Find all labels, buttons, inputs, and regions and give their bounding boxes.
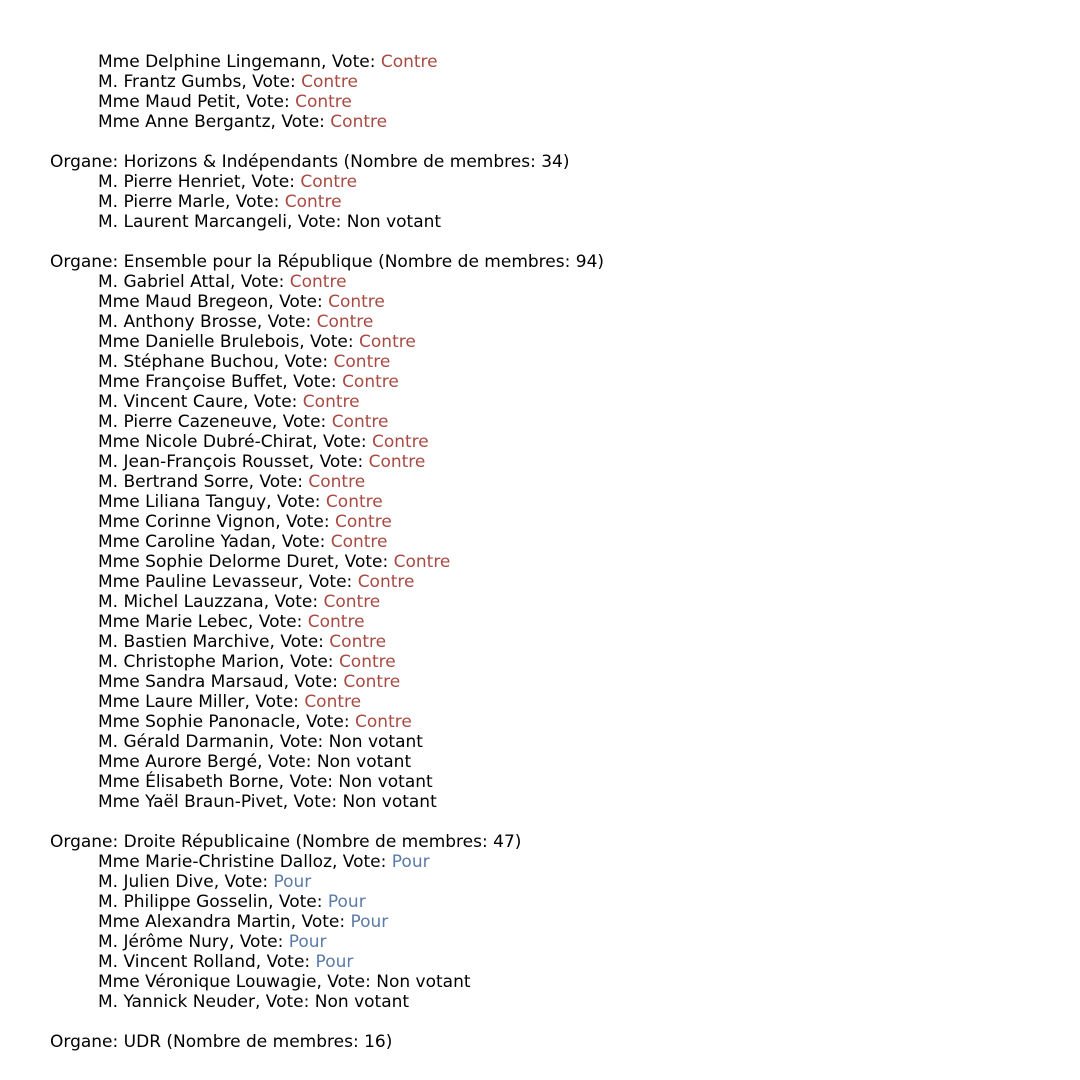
member-row (50, 852, 1050, 872)
vote-document (50, 52, 1050, 1052)
member-name: M. Bertrand Sorre (98, 472, 249, 492)
vote-label: , Vote: (240, 172, 301, 192)
member-row (50, 632, 1050, 652)
member-name: Mme Liliana Tanguy (98, 492, 267, 512)
vote-value: Contre (308, 472, 366, 492)
vote-label: , Vote: (241, 72, 302, 92)
vote-value: Pour (315, 952, 354, 972)
vote-label: , Vote: (257, 752, 317, 772)
members-label: (Nombre de membres: (372, 252, 576, 272)
member-name: Mme Sophie Panonacle (98, 712, 296, 732)
member-name: M. Vincent Caure (98, 392, 244, 412)
member-name: Mme Alexandra Martin (98, 912, 291, 932)
member-name: M. Gabriel Attal (98, 272, 230, 292)
organe-header (50, 832, 1050, 852)
vote-value: Pour (327, 892, 366, 912)
vote-label: , Vote: (248, 472, 309, 492)
member-name: Mme Yaël Braun-Pivet (98, 792, 283, 812)
organe-name: Droite Républicaine (123, 832, 291, 852)
member-row (50, 452, 1050, 472)
member-name: M. Laurent Marcangeli (98, 212, 287, 232)
members-suffix: ) (514, 832, 522, 852)
member-name: Mme Élisabeth Borne (98, 772, 279, 792)
organe-header (50, 1032, 1050, 1052)
member-row (50, 212, 1050, 232)
members-suffix: ) (597, 252, 605, 272)
member-name: M. Philippe Gosselin (98, 892, 269, 912)
section-spacer (50, 1012, 1050, 1032)
member-row (50, 372, 1050, 392)
vote-value: Contre (368, 452, 426, 472)
vote-label: , Vote: (270, 112, 331, 132)
vote-label: , Vote: (271, 412, 332, 432)
members-count: 47 (493, 832, 515, 852)
section-spacer (50, 812, 1050, 832)
vote-label: , Vote: (213, 872, 274, 892)
member-row (50, 552, 1050, 572)
member-row (50, 792, 1050, 812)
vote-value: Pour (273, 872, 312, 892)
member-row (50, 752, 1050, 772)
vote-label: , Vote: (269, 632, 330, 652)
vote-label: , Vote: (299, 332, 360, 352)
member-row (50, 732, 1050, 752)
vote-label: , Vote: (247, 612, 308, 632)
member-row (50, 392, 1050, 412)
vote-value: Contre (355, 712, 412, 732)
vote-value: Non votant (346, 212, 442, 232)
vote-value: Pour (391, 852, 430, 872)
vote-label: , Vote: (316, 972, 377, 992)
member-row (50, 952, 1050, 972)
vote-value: Contre (393, 552, 451, 572)
vote-value: Contre (301, 72, 358, 92)
member-row (50, 112, 1050, 132)
member-name: M. Pierre Henriet (98, 172, 241, 192)
organe-label: Organe: (50, 1032, 124, 1052)
members-label: (Nombre de membres: (338, 152, 542, 172)
vote-value: Non votant (314, 992, 410, 1012)
member-row (50, 592, 1050, 612)
vote-value: Contre (338, 652, 396, 672)
vote-label: , Vote: (297, 572, 358, 592)
member-name: M. Bastien Marchive (98, 632, 270, 652)
vote-value: Non votant (328, 732, 423, 752)
organe-name: Horizons & Indépendants (123, 152, 339, 172)
organe-name: Ensemble pour la République (123, 252, 373, 272)
vote-label: , Vote: (270, 532, 331, 552)
vote-value: Contre (325, 492, 383, 512)
member-name: Mme Maud Bregeon (98, 292, 269, 312)
members-count: 94 (575, 252, 598, 272)
vote-value: Pour (288, 932, 327, 952)
vote-value: Contre (331, 412, 389, 432)
member-name: Mme Delphine Lingemann (98, 52, 322, 72)
members-count: 16 (364, 1032, 386, 1052)
vote-label: , Vote: (278, 772, 339, 792)
member-row (50, 272, 1050, 292)
vote-label: , Vote: (268, 292, 329, 312)
organe-label: Organe: (50, 832, 124, 852)
organe-name: UDR (123, 1032, 162, 1052)
member-row (50, 312, 1050, 332)
member-name: Mme Sophie Delorme Duret (98, 552, 334, 572)
vote-value: Non votant (342, 792, 437, 812)
vote-value: Pour (350, 912, 389, 932)
member-row (50, 692, 1050, 712)
member-row (50, 352, 1050, 372)
vote-label: , Vote: (290, 912, 351, 932)
vote-label: , Vote: (312, 432, 372, 452)
vote-label: , Vote: (228, 932, 289, 952)
member-name: M. Anthony Brosse (98, 312, 257, 332)
member-row (50, 412, 1050, 432)
member-name: M. Yannick Neuder (98, 992, 255, 1012)
vote-label: , Vote: (235, 92, 296, 112)
organe-label: Organe: (50, 252, 124, 272)
member-row (50, 192, 1050, 212)
vote-value: Contre (333, 352, 391, 372)
member-name: M. Pierre Cazeneuve (98, 412, 272, 432)
member-row (50, 772, 1050, 792)
member-name: M. Gérald Darmanin (98, 732, 269, 752)
vote-label: , Vote: (283, 672, 344, 692)
member-row (50, 172, 1050, 192)
vote-label: , Vote: (255, 952, 316, 972)
member-row (50, 612, 1050, 632)
members-count: 34 (541, 152, 563, 172)
member-name: M. Julien Dive (98, 872, 214, 892)
member-name: M. Jérôme Nury (98, 932, 229, 952)
member-name: Mme Nicole Dubré-Chirat (98, 432, 313, 452)
vote-value: Contre (289, 272, 347, 292)
member-name: Mme Françoise Buffet (98, 372, 283, 392)
member-row (50, 572, 1050, 592)
member-name: Mme Danielle Brulebois (98, 332, 300, 352)
member-row (50, 92, 1050, 112)
members-suffix: ) (562, 152, 570, 172)
vote-value: Contre (359, 332, 416, 352)
member-name: M. Michel Lauzzana (98, 592, 264, 612)
member-row (50, 432, 1050, 452)
member-name: Mme Caroline Yadan (98, 532, 271, 552)
member-name: M. Frantz Gumbs (98, 72, 242, 92)
vote-value: Non votant (376, 972, 471, 992)
vote-value: Contre (302, 392, 360, 412)
member-name: Mme Véronique Louwagie (98, 972, 317, 992)
vote-label: , Vote: (256, 312, 317, 332)
vote-label: , Vote: (287, 212, 347, 232)
member-name: Mme Aurore Bergé (98, 752, 258, 772)
member-row (50, 52, 1050, 72)
members-suffix: ) (385, 1032, 393, 1052)
vote-value: Contre (284, 192, 342, 212)
vote-label: , Vote: (229, 272, 290, 292)
member-row (50, 532, 1050, 552)
member-row (50, 72, 1050, 92)
vote-label: , Vote: (308, 452, 369, 472)
vote-value: Non votant (316, 752, 412, 772)
vote-label: , Vote: (273, 352, 334, 372)
member-row (50, 892, 1050, 912)
member-name: Mme Maud Petit (98, 92, 236, 112)
member-row (50, 672, 1050, 692)
vote-value: Contre (330, 112, 388, 132)
vote-value: Contre (295, 92, 352, 112)
organe-header (50, 152, 1050, 172)
member-name: Mme Laure Miller (98, 692, 245, 712)
member-row (50, 712, 1050, 732)
section-spacer (50, 232, 1050, 252)
member-name: Mme Sandra Marsaud (98, 672, 284, 692)
vote-label: , Vote: (255, 992, 315, 1012)
member-name: M. Stéphane Buchou (98, 352, 274, 372)
vote-label: , Vote: (282, 792, 343, 812)
vote-label: , Vote: (266, 492, 326, 512)
member-name: Mme Pauline Levasseur (98, 572, 298, 592)
section-spacer (50, 132, 1050, 152)
vote-value: Contre (323, 592, 381, 612)
vote-label: , Vote: (333, 552, 394, 572)
vote-label: , Vote: (321, 52, 381, 72)
member-row (50, 932, 1050, 952)
vote-value: Contre (300, 172, 358, 192)
vote-value: Contre (304, 692, 362, 712)
members-label: (Nombre de membres: (161, 1032, 365, 1052)
member-row (50, 292, 1050, 312)
vote-label: , Vote: (279, 652, 339, 672)
vote-value: Contre (329, 632, 387, 652)
vote-value: Non votant (338, 772, 433, 792)
vote-label: , Vote: (282, 372, 343, 392)
member-name: M. Pierre Marle (98, 192, 225, 212)
organe-label: Organe: (50, 152, 124, 172)
vote-label: , Vote: (332, 852, 392, 872)
vote-label: , Vote: (268, 732, 329, 752)
organe-header (50, 252, 1050, 272)
vote-label: , Vote: (268, 892, 328, 912)
member-row (50, 492, 1050, 512)
member-row (50, 332, 1050, 352)
vote-value: Contre (328, 292, 385, 312)
member-name: Mme Corinne Vignon (98, 512, 276, 532)
member-name: M. Vincent Rolland (98, 952, 256, 972)
vote-value: Contre (343, 672, 401, 692)
vote-label: , Vote: (295, 712, 356, 732)
members-label: (Nombre de membres: (290, 832, 494, 852)
vote-value: Contre (380, 52, 438, 72)
member-row (50, 652, 1050, 672)
member-row (50, 872, 1050, 892)
member-name: Mme Marie Lebec (98, 612, 248, 632)
vote-label: , Vote: (243, 392, 303, 412)
vote-label: , Vote: (224, 192, 285, 212)
member-name: M. Christophe Marion (98, 652, 280, 672)
vote-label: , Vote: (275, 512, 335, 532)
vote-value: Contre (357, 572, 415, 592)
vote-value: Contre (307, 612, 365, 632)
vote-value: Contre (316, 312, 374, 332)
vote-value: Contre (342, 372, 399, 392)
member-row (50, 472, 1050, 492)
vote-value: Contre (371, 432, 429, 452)
member-name: Mme Marie-Christine Dalloz (98, 852, 332, 872)
vote-label: , Vote: (244, 692, 305, 712)
member-name: M. Jean-François Rousset (98, 452, 309, 472)
member-row (50, 512, 1050, 532)
vote-value: Contre (330, 532, 388, 552)
member-name: Mme Anne Bergantz (98, 112, 271, 132)
vote-label: , Vote: (263, 592, 324, 612)
member-row (50, 972, 1050, 992)
vote-value: Contre (335, 512, 392, 532)
member-row (50, 992, 1050, 1012)
member-row (50, 912, 1050, 932)
